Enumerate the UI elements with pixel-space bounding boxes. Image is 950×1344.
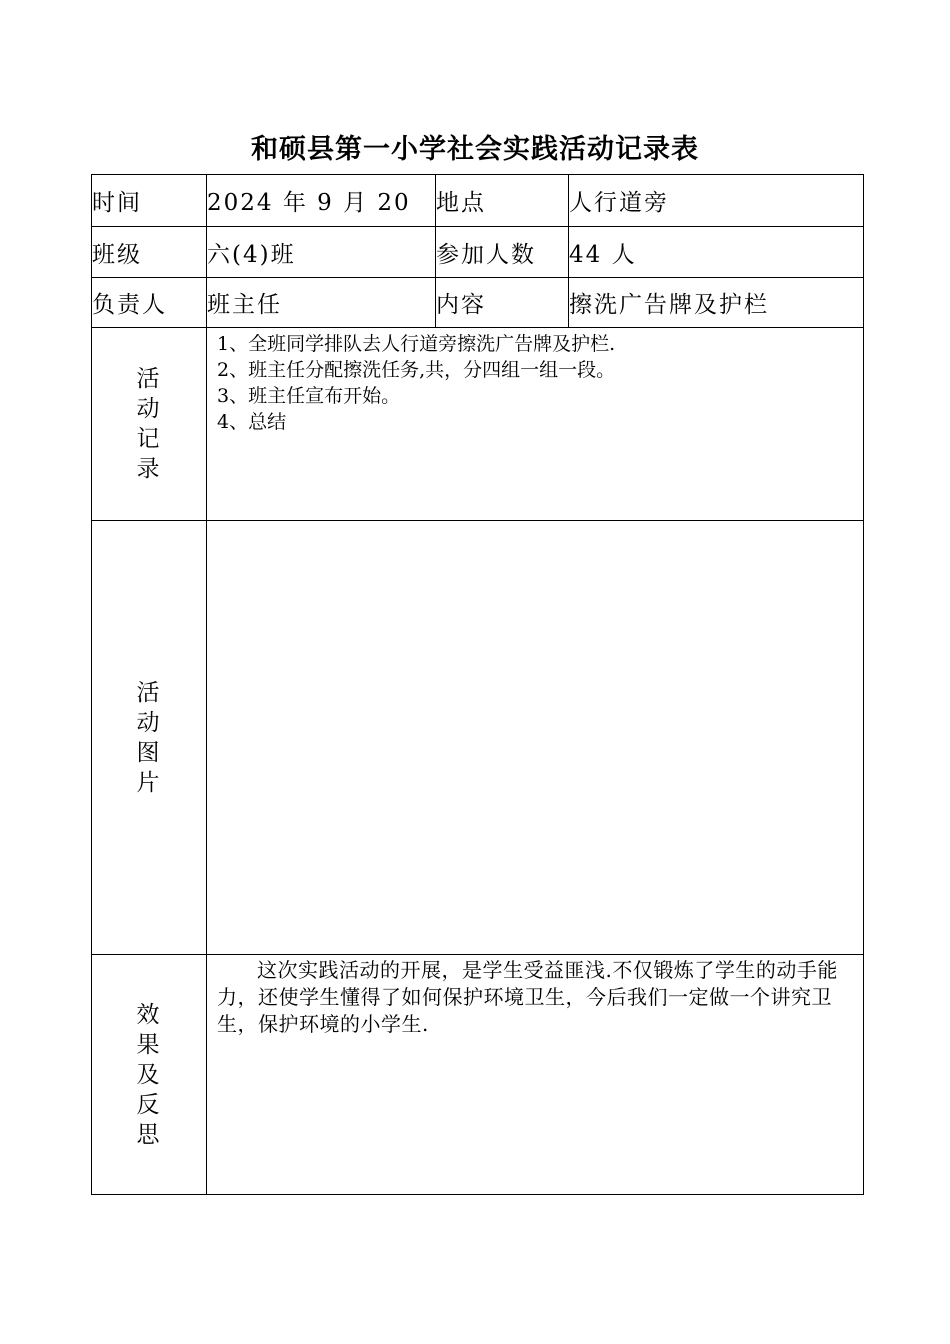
place-label: 地点 <box>436 175 569 227</box>
class-label: 班级 <box>92 227 207 278</box>
list-item: 3、班主任宣布开始。 <box>217 385 401 407</box>
participants-label: 参加人数 <box>436 227 569 278</box>
reflection-label <box>92 955 207 1195</box>
label-char: 思 <box>136 1121 162 1148</box>
table-row <box>92 227 864 278</box>
leader-label: 负责人 <box>92 278 207 328</box>
participants-value: 44 人 <box>569 227 864 278</box>
label-char: 活 <box>136 679 162 706</box>
label-char: 图 <box>136 739 162 766</box>
label-char: 记 <box>136 426 162 452</box>
label-char: 动 <box>136 396 162 422</box>
table-row <box>92 278 864 328</box>
activity-photos-label <box>92 521 207 955</box>
label-char: 片 <box>136 769 162 796</box>
activity-record-table <box>91 174 864 1195</box>
time-label: 时间 <box>92 175 207 227</box>
activity-photos-area <box>207 521 864 955</box>
table-row <box>92 521 864 955</box>
label-char: 动 <box>136 709 162 736</box>
label-char: 效 <box>136 1001 162 1028</box>
place-value: 人行道旁 <box>569 175 864 227</box>
table-row <box>92 328 864 521</box>
content-value: 擦洗广告牌及护栏 <box>569 278 864 328</box>
label-char: 活 <box>136 366 162 392</box>
label-char: 录 <box>136 456 162 482</box>
table-row <box>92 175 864 227</box>
label-char: 果 <box>136 1031 162 1058</box>
leader-value: 班主任 <box>207 278 436 328</box>
label-char: 反 <box>136 1091 162 1118</box>
class-value: 六(4)班 <box>207 227 436 278</box>
reflection-content: 这次实践活动的开展，是学生受益匪浅.不仅锻炼了学生的动手能力，还使学生懂得了如何保护环境卫生，今后我们一定做一个讲究卫生，保护环境的小学生. <box>207 955 864 1195</box>
table-row <box>92 955 864 1195</box>
activity-record-label <box>92 328 207 521</box>
list-item: 4、总结 <box>217 411 287 433</box>
page-title: 和硕县第一小学社会实践活动记录表 <box>251 134 699 165</box>
label-char: 及 <box>136 1061 162 1088</box>
list-item: 1、全班同学排队去人行道旁擦洗广告牌及护栏. <box>217 333 616 355</box>
activity-record-content <box>207 328 864 521</box>
list-item: 2、班主任分配擦洗任务,共，分四组一组一段。 <box>217 359 616 381</box>
content-label: 内容 <box>436 278 569 328</box>
time-value: 2024 年 9 月 20 <box>207 175 436 227</box>
